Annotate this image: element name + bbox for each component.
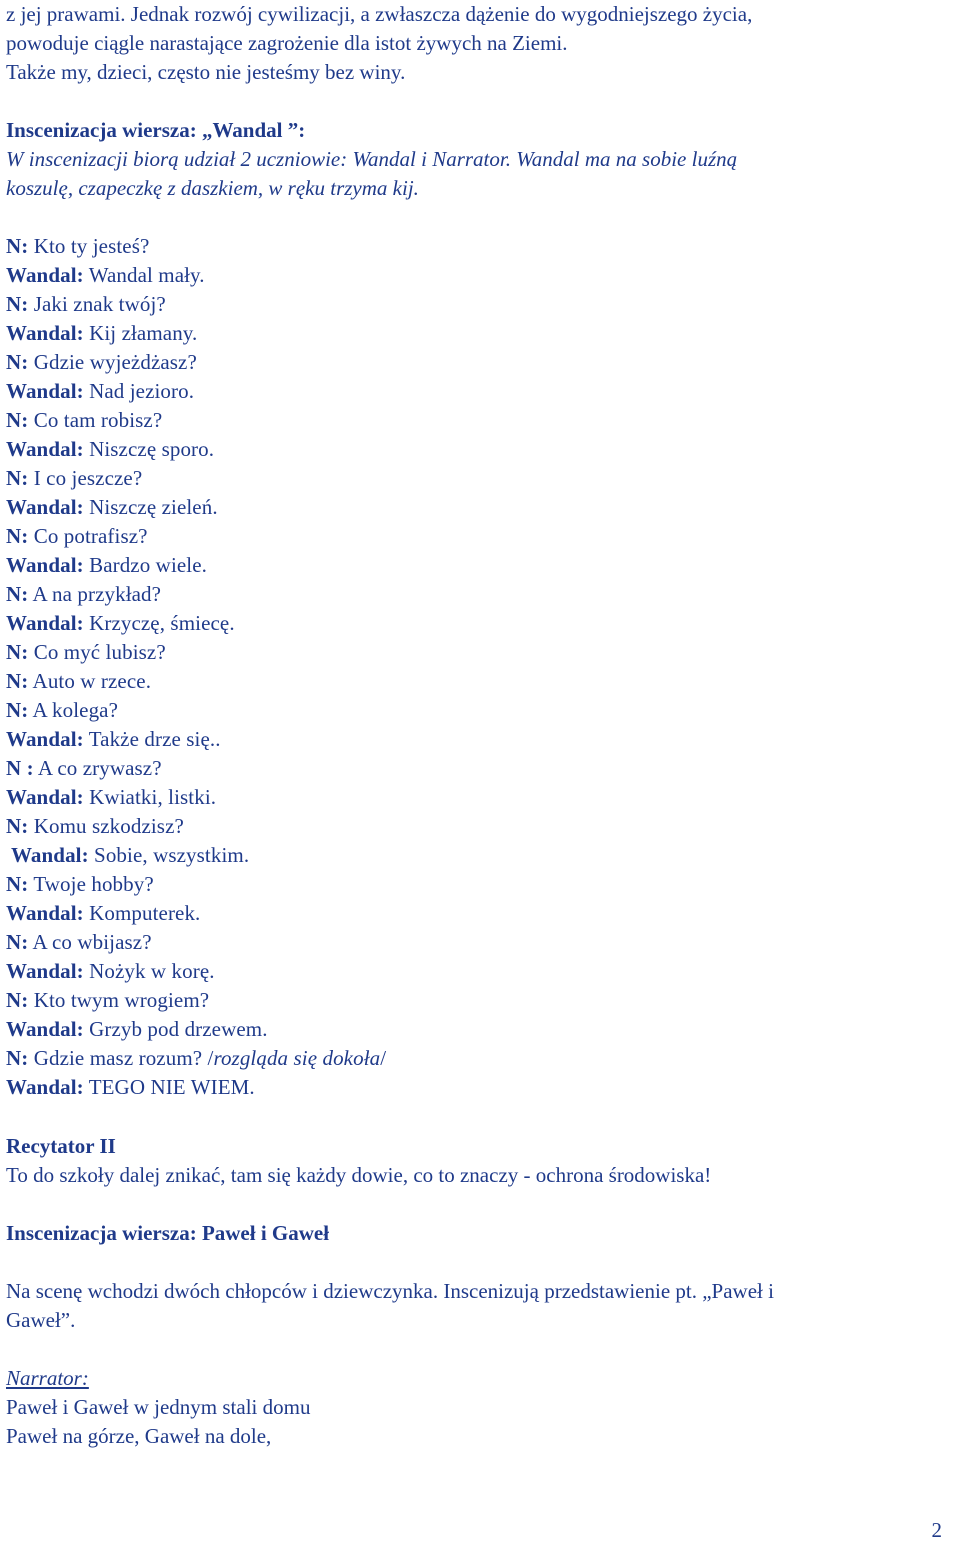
dialogue-text: Twoje hobby? xyxy=(28,872,154,896)
intro-line: Także my, dzieci, często nie jesteśmy bez winy. xyxy=(6,60,406,84)
dialogue-speaker: N: xyxy=(6,669,29,693)
dialogue-speaker: N: xyxy=(6,814,29,838)
scene2-description-line: Gaweł”. xyxy=(6,1308,76,1332)
dialogue-speaker: N: xyxy=(6,234,29,258)
dialogue-speaker: N: xyxy=(6,524,29,548)
dialogue-text: Co myć lubisz? xyxy=(28,640,166,664)
verse-line: Paweł i Gaweł w jednym stali domu xyxy=(6,1395,311,1419)
dialogue-speaker: Wandal: xyxy=(6,843,89,867)
recytator-text: To do szkoły dalej znikać, tam się każdy dowie, co to znaczy - ochrona środowiska! xyxy=(6,1163,712,1187)
dialogue-text: Co tam robisz? xyxy=(28,408,163,432)
dialogue-speaker: Wandal: xyxy=(6,959,84,983)
dialogue-speaker: N: xyxy=(6,988,29,1012)
dialogue-speaker: N : xyxy=(6,756,34,780)
scene2-heading: Inscenizacja wiersza: Paweł i Gaweł xyxy=(6,1221,330,1245)
scene2-poem xyxy=(6,1364,920,1451)
dialogue-text: Kto ty jesteś? xyxy=(28,234,150,258)
scene2-section xyxy=(6,1219,920,1248)
dialogue-speaker: Wandal: xyxy=(6,379,84,403)
dialogue-text: Jaki znak twój? xyxy=(28,292,166,316)
dialogue-text: Nożyk w korę. xyxy=(83,959,215,983)
dialogue-text: Kwiatki, listki. xyxy=(83,785,217,809)
dialogue-speaker: Wandal: xyxy=(6,901,84,925)
scene2-description-line: Na scenę wchodzi dwóch chłopców i dziewczynka. Inscenizują przedstawienie pt. „Paweł i xyxy=(6,1279,774,1303)
dialogue-text: A na przykład? xyxy=(28,582,162,606)
dialogue-speaker: Wandal: xyxy=(6,611,84,635)
dialogue-text: Gdzie masz rozum? / xyxy=(28,1046,214,1070)
dialogue-speaker: Wandal: xyxy=(6,437,84,461)
dialogue-speaker: N: xyxy=(6,408,29,432)
scene1-section xyxy=(6,116,920,203)
dialogue-speaker: N: xyxy=(6,1046,29,1070)
narrator-label: Narrator: xyxy=(6,1366,89,1390)
intro-paragraph xyxy=(6,0,920,87)
dialogue-text: Gdzie wyjeżdżasz? xyxy=(28,350,197,374)
scene1-description-line: W inscenizacji biorą udział 2 uczniowie: Wandal i Narrator. Wandal ma na sobie luźną xyxy=(6,147,738,171)
dialogue-text: Komputerek. xyxy=(83,901,201,925)
scene2-description xyxy=(6,1277,920,1335)
dialogue-speaker: Wandal: xyxy=(6,553,84,577)
dialogue-text: Auto w rzece. xyxy=(28,669,152,693)
dialogue-text: Kij złamany. xyxy=(83,321,198,345)
dialogue-text: A co wbijasz? xyxy=(28,930,152,954)
dialogue-speaker: N: xyxy=(6,640,29,664)
dialogue-speaker: N: xyxy=(6,466,29,490)
dialogue-text: Kto twym wrogiem? xyxy=(28,988,210,1012)
dialogue-speaker: Wandal: xyxy=(6,495,84,519)
dialogue-speaker: Wandal: xyxy=(6,1017,84,1041)
scene1-heading: Inscenizacja wiersza: „Wandal ”: xyxy=(6,118,306,142)
dialogue-text: Grzyb pod drzewem. xyxy=(83,1017,268,1041)
dialogue-text: Niszczę sporo. xyxy=(83,437,215,461)
recytator-heading: Recytator II xyxy=(6,1134,116,1158)
verse-line: Paweł na górze, Gaweł na dole, xyxy=(6,1424,272,1448)
scene1-description-line: koszulę, czapeczkę z daszkiem, w ręku trzyma kij. xyxy=(6,176,419,200)
page-number: 2 xyxy=(931,1518,942,1542)
dialogue-text-end: / xyxy=(380,1046,387,1070)
dialogue-speaker: N: xyxy=(6,872,29,896)
dialogue-text: Sobie, wszystkim. xyxy=(88,843,250,867)
recytator-section xyxy=(6,1132,920,1190)
dialogue-text: Wandal mały. xyxy=(83,263,205,287)
dialogue-text: I co jeszcze? xyxy=(28,466,143,490)
dialogue-speaker: Wandal: xyxy=(6,1075,84,1099)
dialogue-speaker: Wandal: xyxy=(6,727,84,751)
dialogue-text: Bardzo wiele. xyxy=(83,553,208,577)
dialogue-text: A co zrywasz? xyxy=(33,756,162,780)
dialogue-speaker: N: xyxy=(6,582,29,606)
stage-direction: rozgląda się dokoła xyxy=(213,1046,381,1070)
intro-line: powoduje ciągle narastające zagrożenie dla istot żywych na Ziemi. xyxy=(6,31,568,55)
dialogue-text: A kolega? xyxy=(28,698,119,722)
dialogue-speaker: Wandal: xyxy=(6,263,84,287)
dialogue-text: Także drze się.. xyxy=(83,727,221,751)
dialogue-text: TEGO NIE WIEM. xyxy=(83,1075,255,1099)
dialogue-speaker: N: xyxy=(6,350,29,374)
intro-line: z jej prawami. Jednak rozwój cywilizacji, a zwłaszcza dążenie do wygodniejszego życia, xyxy=(6,2,753,26)
dialogue-speaker: N: xyxy=(6,930,29,954)
dialogue-text: Krzyczę, śmiecę. xyxy=(83,611,235,635)
dialogue-speaker: N: xyxy=(6,292,29,316)
dialogue-speaker: Wandal: xyxy=(6,321,84,345)
dialogue-text: Niszczę zieleń. xyxy=(83,495,218,519)
dialogue-speaker: N: xyxy=(6,698,29,722)
dialogue-speaker: Wandal: xyxy=(6,785,84,809)
scene1-dialogue xyxy=(6,232,920,1102)
dialogue-text: Komu szkodzisz? xyxy=(28,814,184,838)
dialogue-text: Co potrafisz? xyxy=(28,524,148,548)
dialogue-text: Nad jezioro. xyxy=(83,379,195,403)
